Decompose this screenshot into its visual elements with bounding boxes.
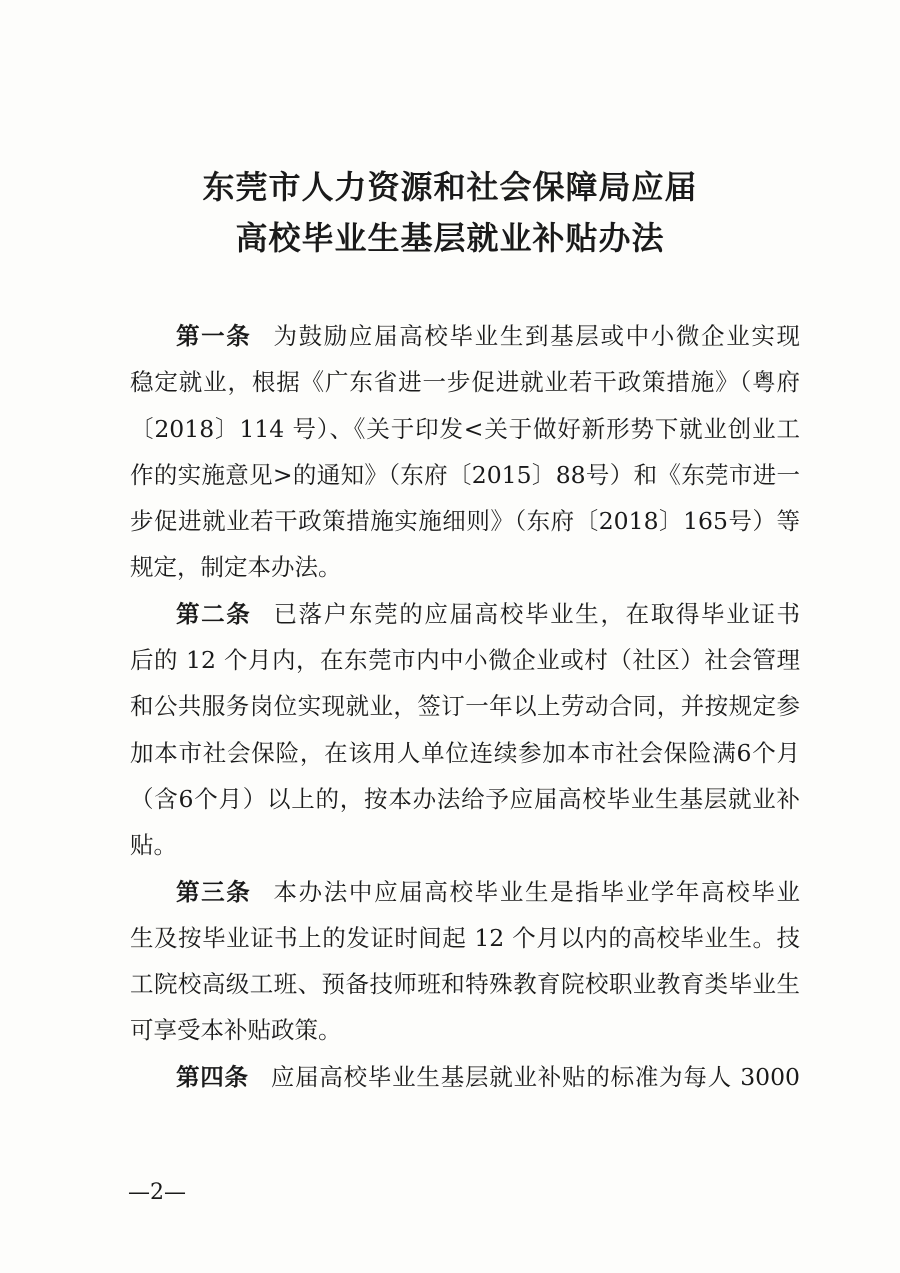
article-line xyxy=(130,779,800,825)
article-2 xyxy=(130,594,800,872)
article-line xyxy=(130,594,800,640)
article-line xyxy=(130,733,800,779)
document-body xyxy=(130,316,800,1103)
article-text: （含6个月）以上的，按本办法给予应届高校毕业生基层就业补 xyxy=(130,784,800,813)
article-text: 作的实施意见>的通知》（东府〔2015〕88号）和《东莞市进一 xyxy=(130,460,800,489)
article-text: 稳定就业，根据《广东省进一步促进就业若干政策措施》（粤府 xyxy=(130,368,800,397)
article-line xyxy=(130,918,800,964)
article-text: 生及按毕业证书上的发证时间起 12 个月以内的高校毕业生。技 xyxy=(130,923,800,952)
article-text: 规定，制定本办法。 xyxy=(130,553,342,582)
article-line xyxy=(130,640,800,686)
article-line xyxy=(130,501,800,547)
article-label: 第三条 xyxy=(176,877,252,906)
article-text: 可享受本补贴政策。 xyxy=(130,1016,342,1045)
article-text: 和公共服务岗位实现就业，签订一年以上劳动合同，并按规定参 xyxy=(130,692,800,721)
article-4 xyxy=(130,1057,800,1103)
article-line xyxy=(130,547,800,593)
article-text: 为鼓励应届高校毕业生到基层或中小微企业实现 xyxy=(273,322,801,350)
page-number: —2— xyxy=(128,1180,186,1205)
article-line xyxy=(130,686,800,732)
article-text: 后的 12 个月内，在东莞市内中小微企业或村（社区）社会管理 xyxy=(130,646,800,675)
article-line xyxy=(130,1057,800,1103)
article-text: 贴。 xyxy=(130,831,177,860)
article-line xyxy=(130,362,800,408)
article-line xyxy=(130,455,800,501)
article-text: 步促进就业若干政策措施实施细则》（东府〔2018〕165号）等 xyxy=(130,507,800,536)
document-title-line-2: 高校毕业生基层就业补贴办法 xyxy=(235,219,665,257)
article-text: 本办法中应届高校毕业生是指毕业学年高校毕业 xyxy=(273,877,801,906)
article-label: 第二条 xyxy=(176,599,252,628)
article-line xyxy=(130,964,800,1010)
article-label: 第一条 xyxy=(176,322,252,350)
article-label: 第四条 xyxy=(176,1062,249,1091)
article-line xyxy=(130,409,800,455)
article-line xyxy=(130,316,800,362)
article-text: 工院校高级工班、预备技师班和特殊教育院校职业教育类毕业生 xyxy=(130,970,800,999)
article-1 xyxy=(130,316,800,594)
article-line xyxy=(130,872,800,918)
article-text: 〔2018〕114 号）、《关于印发<关于做好新形势下就业创业工 xyxy=(130,414,800,443)
article-line xyxy=(130,1010,800,1056)
document-title-line-1: 东莞市人力资源和社会保障局应届 xyxy=(202,168,698,206)
article-text: 加本市社会保险，在该用人单位连续参加本市社会保险满6个月 xyxy=(130,738,800,767)
article-text: 应届高校毕业生基层就业补贴的标准为每人 3000 xyxy=(270,1062,800,1091)
article-3 xyxy=(130,872,800,1057)
article-line xyxy=(130,825,800,871)
article-text: 已落户东莞的应届高校毕业生，在取得毕业证书 xyxy=(273,599,801,628)
